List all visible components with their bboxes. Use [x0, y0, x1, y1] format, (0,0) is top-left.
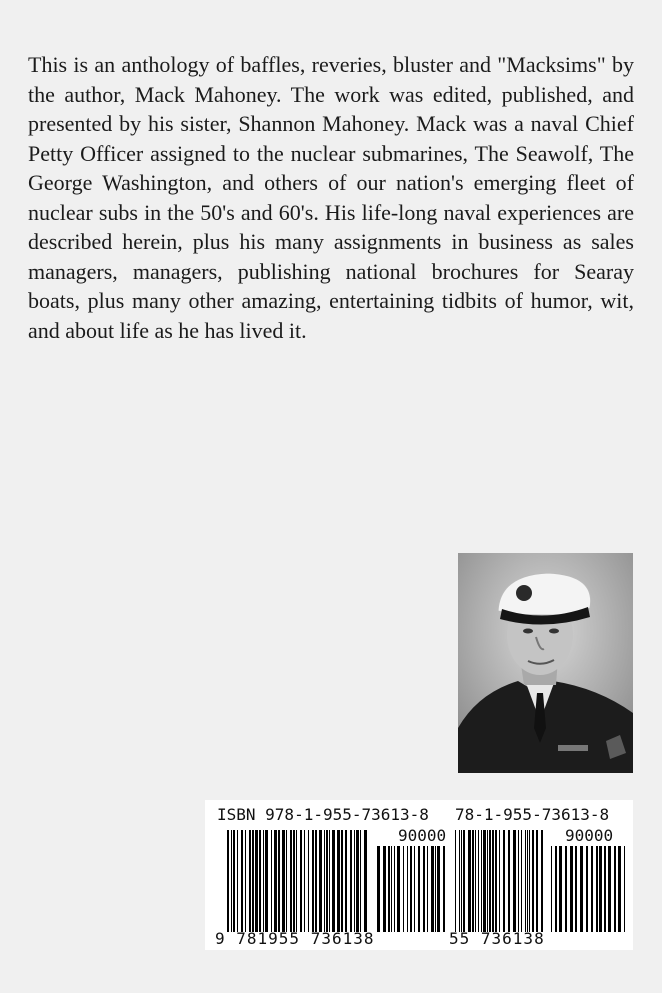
ean-digits: 9 781955 736138 [215, 929, 375, 948]
price-code: 90000 [398, 826, 447, 845]
isbn-barcode [205, 800, 633, 950]
isbn-label-repeat: 78-1-955-73613-8 [455, 805, 610, 824]
isbn-label: ISBN 978-1-955-73613-8 [217, 805, 429, 824]
back-cover-blurb: This is an anthology of baffles, reveries, bluster and "Macksims" by the author, Mack Mahoney. The work was edited, published, and presented by his sister, Shannon Mahoney. Mack was a naval Chief Petty Officer assigned to the nuclear submarines, The Seawolf, The George Washington, and others of our nation's emerging fleet of nuclear subs in the 50's and 60's. His life-long naval experiences are described herein, plus his many assignments in business as sales managers, managers, publishing national brochures for Searay boats, plus many other amazing, entertaining tidbits of humor, wit, and about life as he has lived it. [28, 52, 634, 343]
ean-digits-repeat: 55 736138 [449, 929, 545, 948]
price-code-repeat: 90000 [565, 826, 614, 845]
author-photo [458, 553, 633, 773]
